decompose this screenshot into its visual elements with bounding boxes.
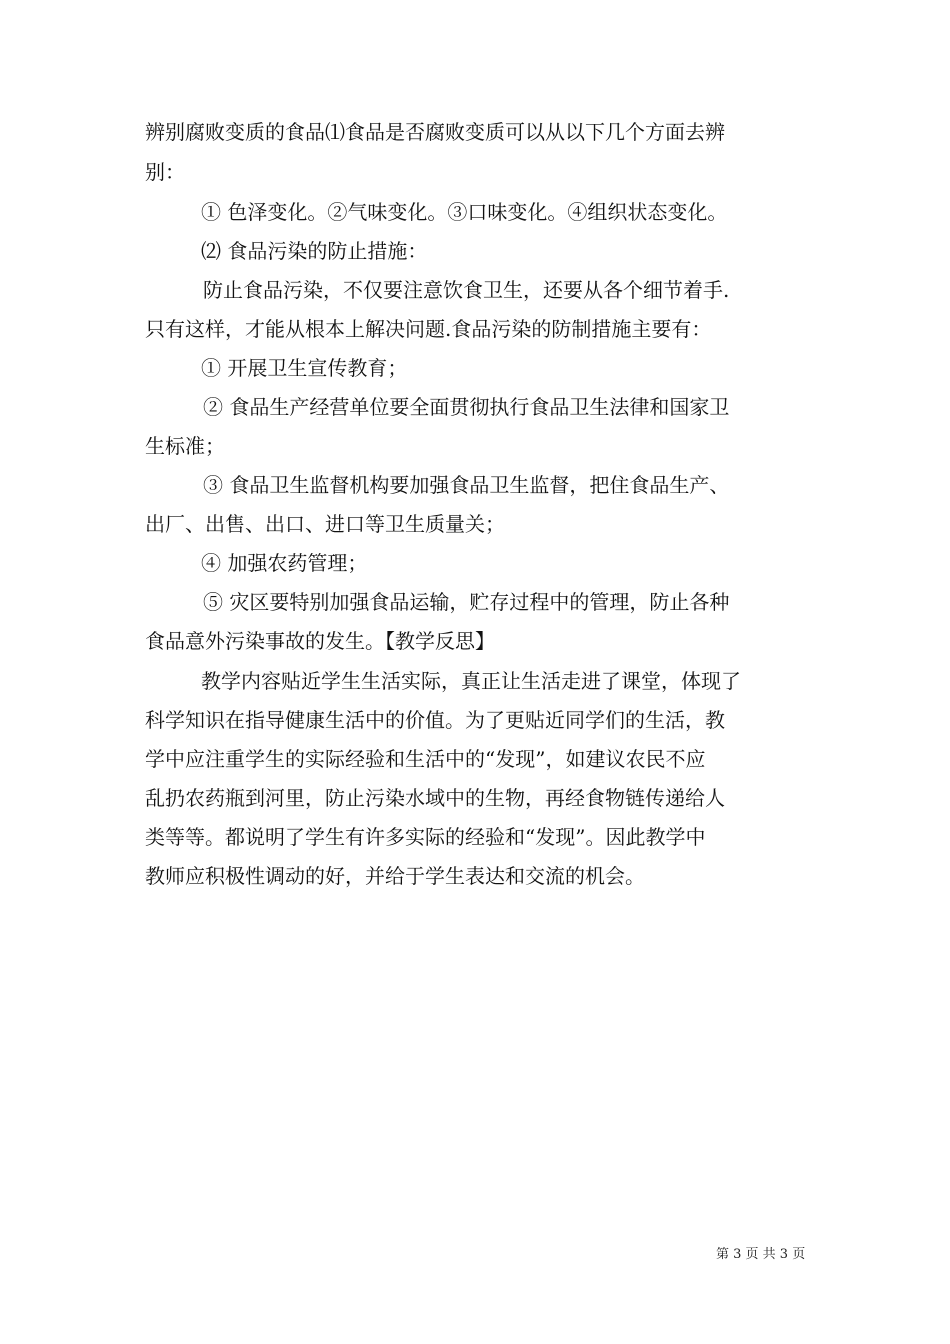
text-line: 学中应注重学生的实际经验和生活中的“发现”，如建议农民不应 xyxy=(145,747,706,771)
text-line: 乱扔农药瓶到河里，防止污染水域中的生物，再经食物链传递给人 xyxy=(145,786,725,810)
text-line: 教师应积极性调动的好，并给于学生表达和交流的机会。 xyxy=(145,864,645,888)
text-line: 出厂、出售、出口、进口等卫生质量关； xyxy=(145,512,505,536)
text-line: 只有这样，才能从根本上解决问题.食品污染的防制措施主要有： xyxy=(145,317,712,341)
text-line: 别： xyxy=(145,160,185,184)
text-line: 生标准； xyxy=(145,434,225,458)
page-number-footer: 第 3 页 共 3 页 xyxy=(716,1247,806,1262)
text-line: ③ 食品卫生监督机构要加强食品卫生监督，把住食品生产、 xyxy=(203,473,730,497)
text-line: 教学内容贴近学生生活实际，真正让生活走进了课堂，体现了 xyxy=(201,669,741,693)
text-line: 食品意外污染事故的发生。【教学反思】 xyxy=(145,629,495,653)
text-line: ⑤ 灾区要特别加强食品运输，贮存过程中的管理，防止各种 xyxy=(203,590,730,614)
text-line: ① 开展卫生宣传教育； xyxy=(201,356,408,380)
text-line: 科学知识在指导健康生活中的价值。为了更贴近同学们的生活，教 xyxy=(145,708,725,732)
text-line: 防止食品污染，不仅要注意饮食卫生，还要从各个细节着手. xyxy=(203,278,730,302)
text-line: 辨别腐败变质的食品⑴食品是否腐败变质可以从以下几个方面去辨 xyxy=(145,120,725,144)
text-line: ⑵ 食品污染的防止措施： xyxy=(201,239,428,263)
text-line: ① 色泽变化。②气味变化。③口味变化。④组织状态变化。 xyxy=(201,200,728,224)
text-line: ② 食品生产经营单位要全面贯彻执行食品卫生法律和国家卫 xyxy=(203,395,730,419)
text-line: 类等等。都说明了学生有许多实际的经验和“发现”。因此教学中 xyxy=(145,825,706,849)
text-line: ④ 加强农药管理； xyxy=(201,551,368,575)
